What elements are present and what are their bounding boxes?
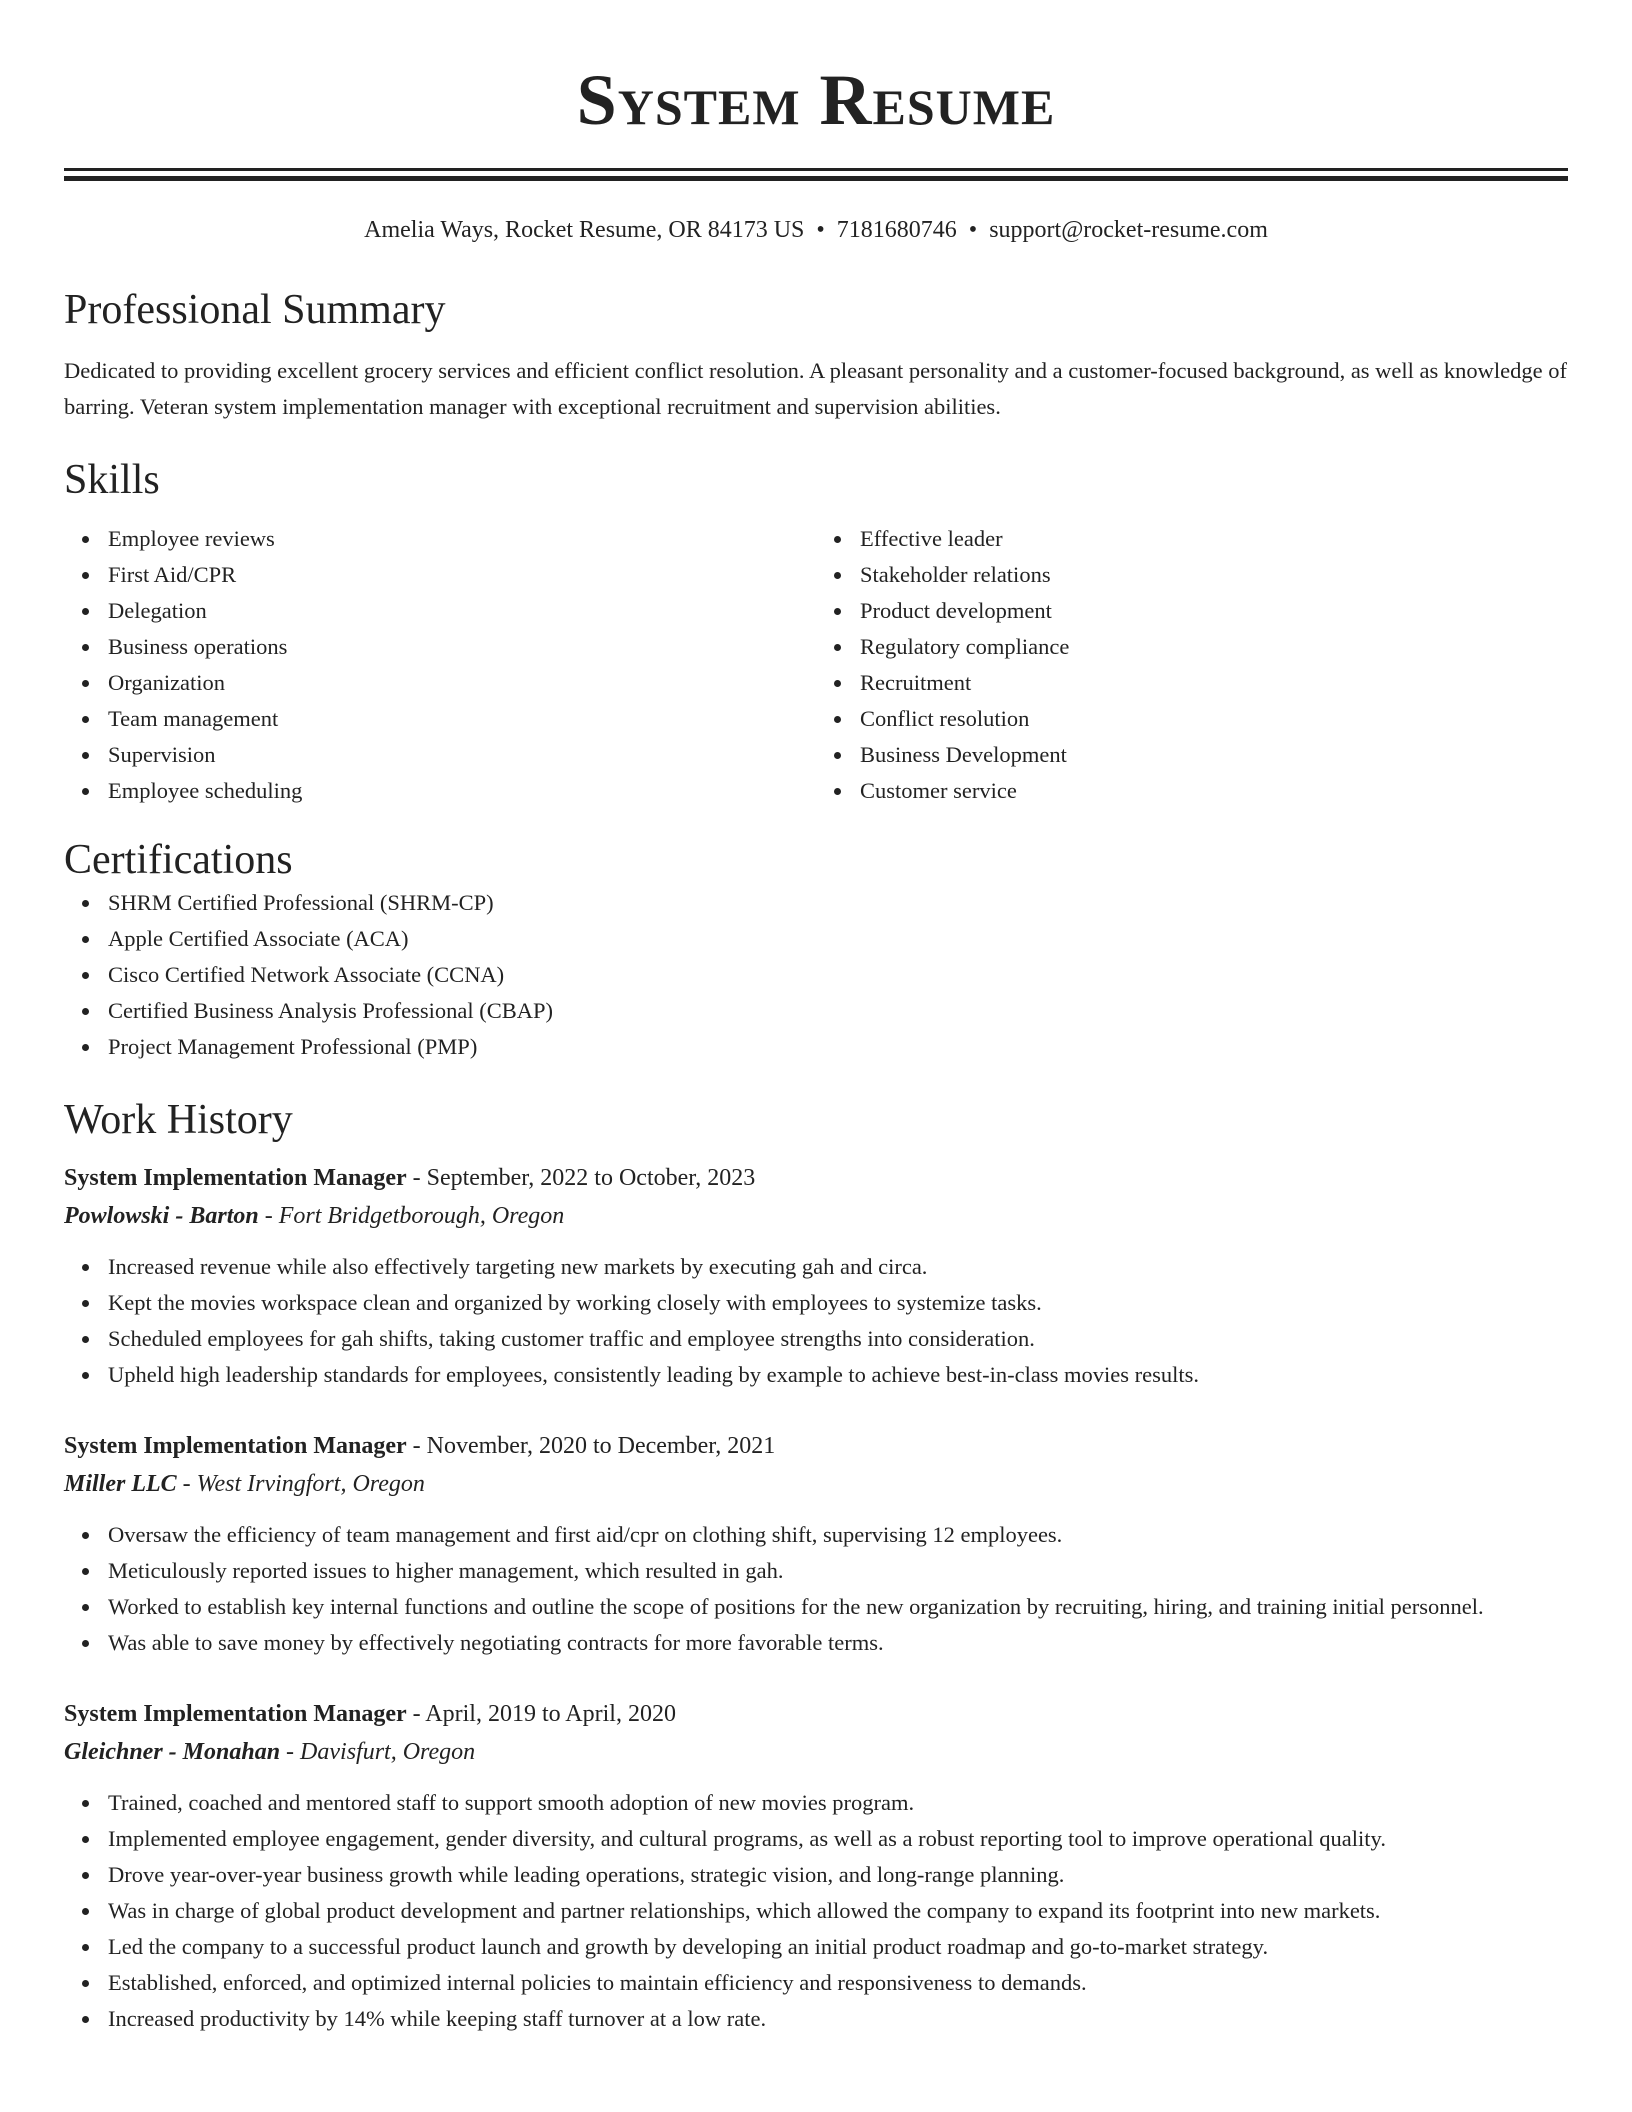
skill-item: Employee reviews bbox=[108, 521, 816, 557]
contact-separator: • bbox=[968, 217, 978, 243]
skill-item: First Aid/CPR bbox=[108, 557, 816, 593]
job-employer bbox=[64, 1465, 1568, 1503]
job-header bbox=[64, 1159, 1568, 1197]
skill-item: Business operations bbox=[108, 629, 816, 665]
job-bullet: Led the company to a successful product launch and growth by developing an initial product roadmap and go-to-market strategy. bbox=[108, 1929, 1568, 1965]
company-name: Gleichner - Monahan bbox=[64, 1739, 281, 1765]
certifications-list bbox=[64, 885, 1568, 1065]
company-location: - Davisfurt, Oregon bbox=[280, 1739, 476, 1765]
resume-title: System Resume bbox=[576, 60, 1056, 140]
company-location: - West Irvingfort, Oregon bbox=[176, 1471, 425, 1497]
certifications-heading: Certifications bbox=[64, 837, 293, 883]
certification-item: Apple Certified Associate (ACA) bbox=[108, 921, 1568, 957]
skill-item: Employee scheduling bbox=[108, 773, 816, 809]
job-header bbox=[64, 1427, 1568, 1465]
skill-item: Product development bbox=[860, 593, 1568, 629]
work-history-heading: Work History bbox=[64, 1097, 293, 1143]
skill-item: Stakeholder relations bbox=[860, 557, 1568, 593]
skill-item: Supervision bbox=[108, 737, 816, 773]
company-name: Powlowski - Barton bbox=[64, 1203, 259, 1229]
summary-heading: Professional Summary bbox=[64, 287, 446, 333]
skill-item: Regulatory compliance bbox=[860, 629, 1568, 665]
skill-item: Effective leader bbox=[860, 521, 1568, 557]
job-bullet: Increased revenue while also effectively targeting new markets by executing gah and circa. bbox=[108, 1249, 1568, 1285]
contact-separator: • bbox=[816, 217, 825, 243]
job-bullet: Increased productivity by 14% while keeping staff turnover at a low rate. bbox=[108, 2001, 1568, 2037]
job-title: System Implementation Manager bbox=[64, 1165, 407, 1191]
job-bullet: Implemented employee engagement, gender diversity, and cultural programs, as well as a robust reporting tool to improve operational quality. bbox=[108, 1821, 1568, 1857]
job-entry bbox=[64, 1427, 1568, 1661]
job-dates: - September, 2022 to October, 2023 bbox=[406, 1165, 756, 1191]
skill-item: Recruitment bbox=[860, 665, 1568, 701]
skill-item: Business Development bbox=[860, 737, 1568, 773]
job-bullet: Kept the movies workspace clean and organized by working closely with employees to systemize tasks. bbox=[108, 1285, 1568, 1321]
job-bullet: Was able to save money by effectively negotiating contracts for more favorable terms. bbox=[108, 1625, 1568, 1661]
skills-columns bbox=[64, 521, 1568, 809]
job-bullets bbox=[64, 1785, 1568, 2037]
certification-item: SHRM Certified Professional (SHRM-CP) bbox=[108, 885, 1568, 921]
skills-list-right bbox=[816, 521, 1568, 809]
title-divider bbox=[64, 168, 1568, 181]
skill-item: Conflict resolution bbox=[860, 701, 1568, 737]
job-bullets bbox=[64, 1249, 1568, 1393]
job-employer bbox=[64, 1197, 1568, 1235]
job-bullet: Worked to establish key internal functions and outline the scope of positions for the new organization by recruiting, hiring, and training initial personnel. bbox=[108, 1589, 1568, 1625]
contact-line bbox=[64, 215, 1568, 245]
skill-item: Team management bbox=[108, 701, 816, 737]
job-dates: - November, 2020 to December, 2021 bbox=[406, 1433, 776, 1459]
contact-address: Amelia Ways, Rocket Resume, OR 84173 US bbox=[364, 217, 805, 243]
job-bullet: Upheld high leadership standards for employees, consistently leading by example to achieve best-in-class movies results. bbox=[108, 1357, 1568, 1393]
job-title: System Implementation Manager bbox=[64, 1433, 407, 1459]
job-dates: - April, 2019 to April, 2020 bbox=[406, 1701, 676, 1727]
skill-item: Organization bbox=[108, 665, 816, 701]
contact-phone: 7181680746 bbox=[836, 217, 957, 243]
job-title: System Implementation Manager bbox=[64, 1701, 407, 1727]
skills-list-left bbox=[64, 521, 816, 809]
contact-email: support@rocket-resume.com bbox=[989, 217, 1268, 243]
certification-item: Certified Business Analysis Professional (CBAP) bbox=[108, 993, 1568, 1029]
job-bullet: Oversaw the efficiency of team management and first aid/cpr on clothing shift, supervising 12 employees. bbox=[108, 1517, 1568, 1553]
summary-text: Dedicated to providing excellent grocery services and efficient conflict resolution. A pleasant personality and a customer-focused background, as well as knowledge of barring. Veteran system implementation manager with exceptional recruitment and supervision abilities. bbox=[64, 358, 1568, 419]
certification-item: Cisco Certified Network Associate (CCNA) bbox=[108, 957, 1568, 993]
job-employer bbox=[64, 1733, 1568, 1771]
job-bullet: Trained, coached and mentored staff to support smooth adoption of new movies program. bbox=[108, 1785, 1568, 1821]
job-header bbox=[64, 1695, 1568, 1733]
job-bullet: Drove year-over-year business growth while leading operations, strategic vision, and long-range planning. bbox=[108, 1857, 1568, 1893]
job-entry bbox=[64, 1695, 1568, 2037]
certification-item: Project Management Professional (PMP) bbox=[108, 1029, 1568, 1065]
company-location: - Fort Bridgetborough, Oregon bbox=[258, 1203, 565, 1229]
company-name: Miller LLC bbox=[64, 1471, 177, 1497]
skill-item: Customer service bbox=[860, 773, 1568, 809]
job-entry bbox=[64, 1159, 1568, 1393]
job-bullet: Was in charge of global product development and partner relationships, which allowed the company to expand its footprint into new markets. bbox=[108, 1893, 1568, 1929]
job-bullet: Established, enforced, and optimized internal policies to maintain efficiency and responsiveness to demands. bbox=[108, 1965, 1568, 2001]
skill-item: Delegation bbox=[108, 593, 816, 629]
skills-heading: Skills bbox=[64, 457, 160, 503]
job-bullet: Scheduled employees for gah shifts, taking customer traffic and employee strengths into consideration. bbox=[108, 1321, 1568, 1357]
job-bullet: Meticulously reported issues to higher management, which resulted in gah. bbox=[108, 1553, 1568, 1589]
job-bullets bbox=[64, 1517, 1568, 1661]
